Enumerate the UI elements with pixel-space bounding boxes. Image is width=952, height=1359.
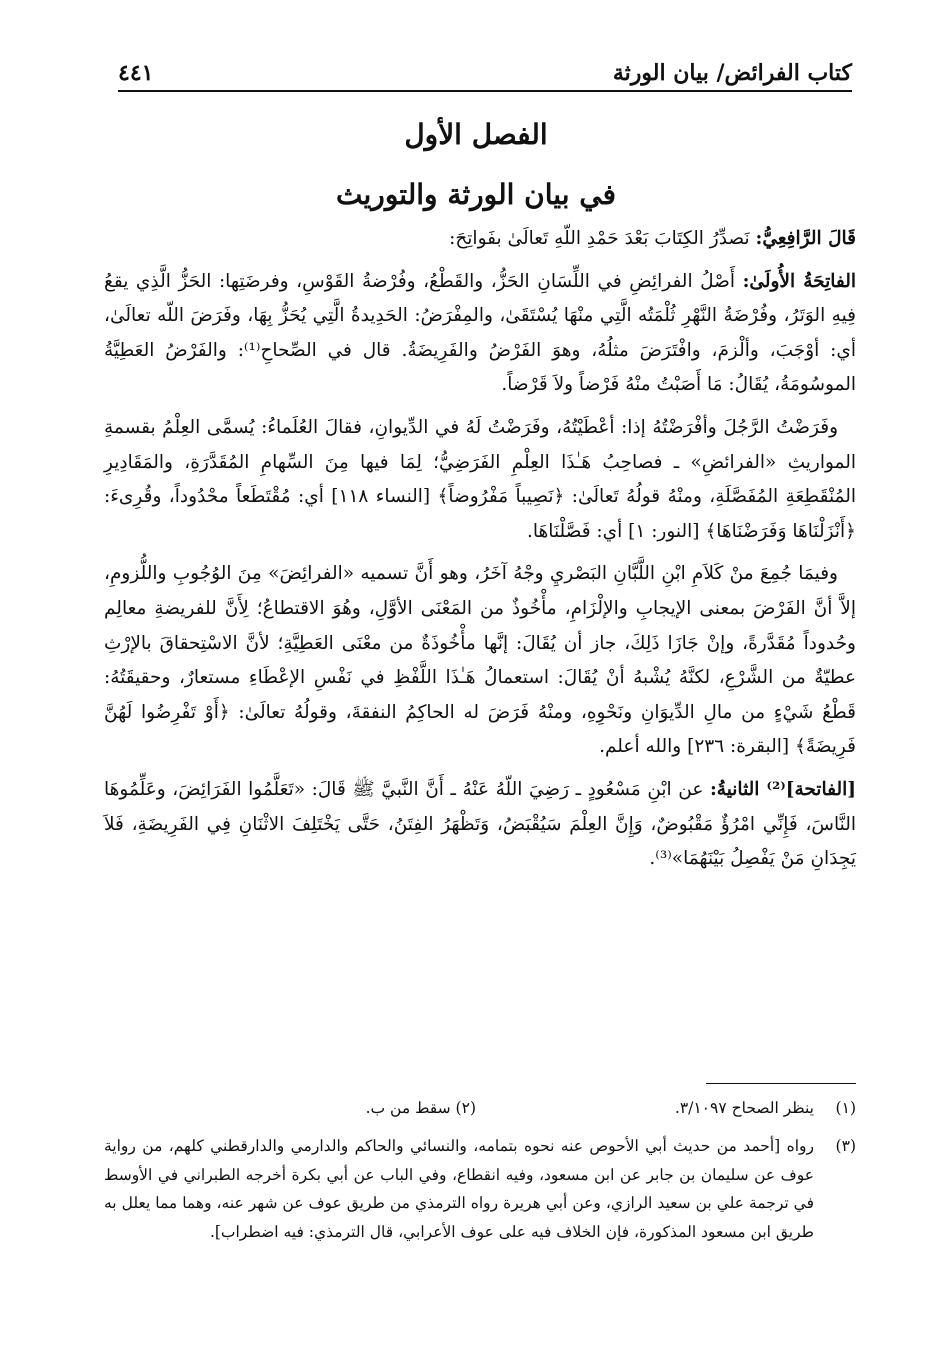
opening-label: [الفاتحة]⁽²⁾ الثانيةُ: bbox=[709, 778, 856, 800]
running-header bbox=[118, 58, 852, 92]
footnote-text: (٢) سقط من ب. bbox=[365, 1099, 476, 1117]
footnote-block bbox=[104, 1132, 856, 1246]
footnote-number: (٣) bbox=[835, 1137, 856, 1155]
paragraph-text: وفَرَضْتُ الرَّجُلَ وأفْرَضْتُهُ إذا: أعْطَيْتُهُ، وفَرَضْتُ لَهُ في الدِّيوانِ، فقالَ العُلَماءُ: يُسمَّى العِلْمُ بقسمةِ المواريثِ «الفرائضِ» ـ فصاحِبُ هَـٰذَا العِلْمِ الفَرَضِيُّ؛ لِمَا فيها مِنَ السِّهامِ المُقَدَّرَةِ، والمَقَادِيرِ المُنْقَطِعَةِ المُفَصَّلَةِ، ومنْهُ قولُهُ تَعالَىٰ: ﴿نَصِيباً مَفْرُوضاً﴾ [النساء ١١٨] أي: مُقْتَطَعاً محْدُوداً، وقُرِىءَ: ﴿أَنْزَلْنَاهَا وَفَرَضْنَاهَا﴾ [النور: ١] أي: فَصَّلْنَاهَا. bbox=[104, 416, 856, 542]
main-text bbox=[104, 222, 856, 885]
footnote-text: ينظر الصحاح ٣/١٠٩٧. bbox=[674, 1099, 814, 1117]
page-number: ٤٤١ bbox=[118, 60, 154, 86]
footnotes bbox=[104, 1094, 856, 1246]
paragraph-first-opening bbox=[104, 265, 856, 403]
paragraph-text: أَصْلُ الفرائِضِ في اللِّسَانِ الحَزُّ، والقَطْعُ، وفُرْضةُ القَوْسِ، وفرضَتِها: الحَزُّ الَّذِي يقعُ فِيهِ الوَتَرُ، وفُرْضَةُ النَّهْرِ ثُلْمَتُه الَّتِي منْهَا يُسْتَقَىٰ، والمِفْرَضُ: الحَدِيدةُ الَّتِي يُحَزُّ بِهَا، وفَرَضَ اللّه تعالَىٰ، أي: أوْجَبَ، وألْزمَ، وافْتَرَضَ مثلُهُ، وهوَ الفَرْضُ والفَرِيضَةُ. قال في الصِّحاحِ⁽¹⁾: والفَرْضُ العَطِيَّةُ الموسُومَةُ، يُقَالُ: مَا أَصَبْتُ منْهُ فَرْضاً ولاَ قَرْضاً. bbox=[104, 270, 856, 396]
footnote-text: رواه [أحمد من حديث أبي الأحوص عنه نحوه بتمامه، والنسائي والحاكم والدارمي والدارقطني كلهم، من رواية عوف عن سليمان بن جابر عن ابن مسعود، وفيه انقطاع، وفي الباب عن أبي بكرة أخرجه الطبراني في الأوسط في ترجمة علي بن سعيد الرازي، وعن أبي هريرة رواه الترمذي من طريق عوف عن شهر عنه، وهما مما يعلل به طريق ابن مسعود المذكورة، فإن الخلاف فيه على عوف الأعرابي، قال الترمذي: فيه اضطراب]. bbox=[104, 1137, 814, 1241]
running-title: كتاب الفرائض/ بيان الورثة bbox=[612, 60, 852, 86]
chapter-heading: الفصل الأول bbox=[404, 118, 548, 151]
section-heading: في بيان الورثة والتوريث bbox=[336, 178, 616, 211]
paragraph-text: وفيمَا جُمِعَ منْ كَلاَمِ ابْنِ اللَّبَّانِ البَصْريِ وجْهُ آخَرُ، وهو أَنَّ تسميه «الفرائِضَ» مِنَ الوُجُوبِ واللُّزومِ، إلاَّ أنَّ الفَرْضَ بمعنى الإيجابِ والإلْزَامِ، مأْخُوذٌ من المَعْنَى الأوَّلِ، وهُوَ الاقتطاعُ؛ لِأَنَّ للفريضةِ معالِم وحُدوداً مُقَدَّرةً، وإنْ جَازَا ذَلِكَ، جاز أن يُقَالَ: إنَّها مأْخُوذَةٌ من معْنَى العَطِيَّةِ؛ لأنَّ الاسْتِحقاقَ بالإرْثِ عطيّةٌ من الشَّرْعِ، لكنَّهُ يُشْبهُ أنْ يُقَالَ: استعمالُ هَـٰذَا اللَّفْظِ في نَفْسِ الإعْطَاءِ مستعارٌ، وحقيقَتُهُ: قَطْعُ شَيْءٍ من مالِ الدِّيوَانِ ونَحْوِهِ، ومنْهُ فَرَضَ له الحاكِمُ النفقةَ، وقولُهُ تعالَىٰ: ﴿أَوْ تَفْرِضُوا لَهُنَّ فَرِيضَةً﴾ [البقرة: ٢٣٦] والله أعلم. bbox=[104, 563, 856, 758]
opening-label: الفاتِحَةُ الأُولَىٰ: bbox=[742, 270, 856, 292]
footnote-number: (١) bbox=[835, 1099, 856, 1117]
paragraph-ibn-labban bbox=[104, 557, 856, 765]
paragraph-text: عن ابْنِ مَسْعُودٍ ـ رَضِيَ اللّهُ عَنْهُ ـ أَنَّ النَّبيَّ ﷺ قَالَ: «تَعَلَّمُوا الفَرَائِضَ، وعَلِّمُوهَا النَّاسَ، فَإِنِّي امْرُؤٌ مَقْبُوضٌ، وَإِنَّ العِلْمَ سَيُقْبَضُ، وَتَظْهَرُ الفِتَنُ، حَتَّى يَخْتَلِفَ الاثْنَانِ فِي الفَرِيضَةِ، فَلاَ يَجِدَانِ مَنْ يَفْصِلُ بَيْنَهُمَا»⁽³⁾. bbox=[104, 778, 856, 870]
speaker-label: قَالَ الرَّافِعِيُّ: bbox=[755, 228, 856, 249]
paragraph-intro bbox=[104, 222, 856, 257]
footnote-separator bbox=[706, 1083, 856, 1084]
footnote-row bbox=[104, 1094, 856, 1124]
paragraph-definition bbox=[104, 411, 856, 549]
paragraph-text: نَصدِّرُ الكِتَابَ بَعْدَ حَمْدِ اللّهِ تَعالَىٰ بفَواتِحَ: bbox=[449, 228, 756, 249]
paragraph-second-opening bbox=[104, 773, 856, 877]
